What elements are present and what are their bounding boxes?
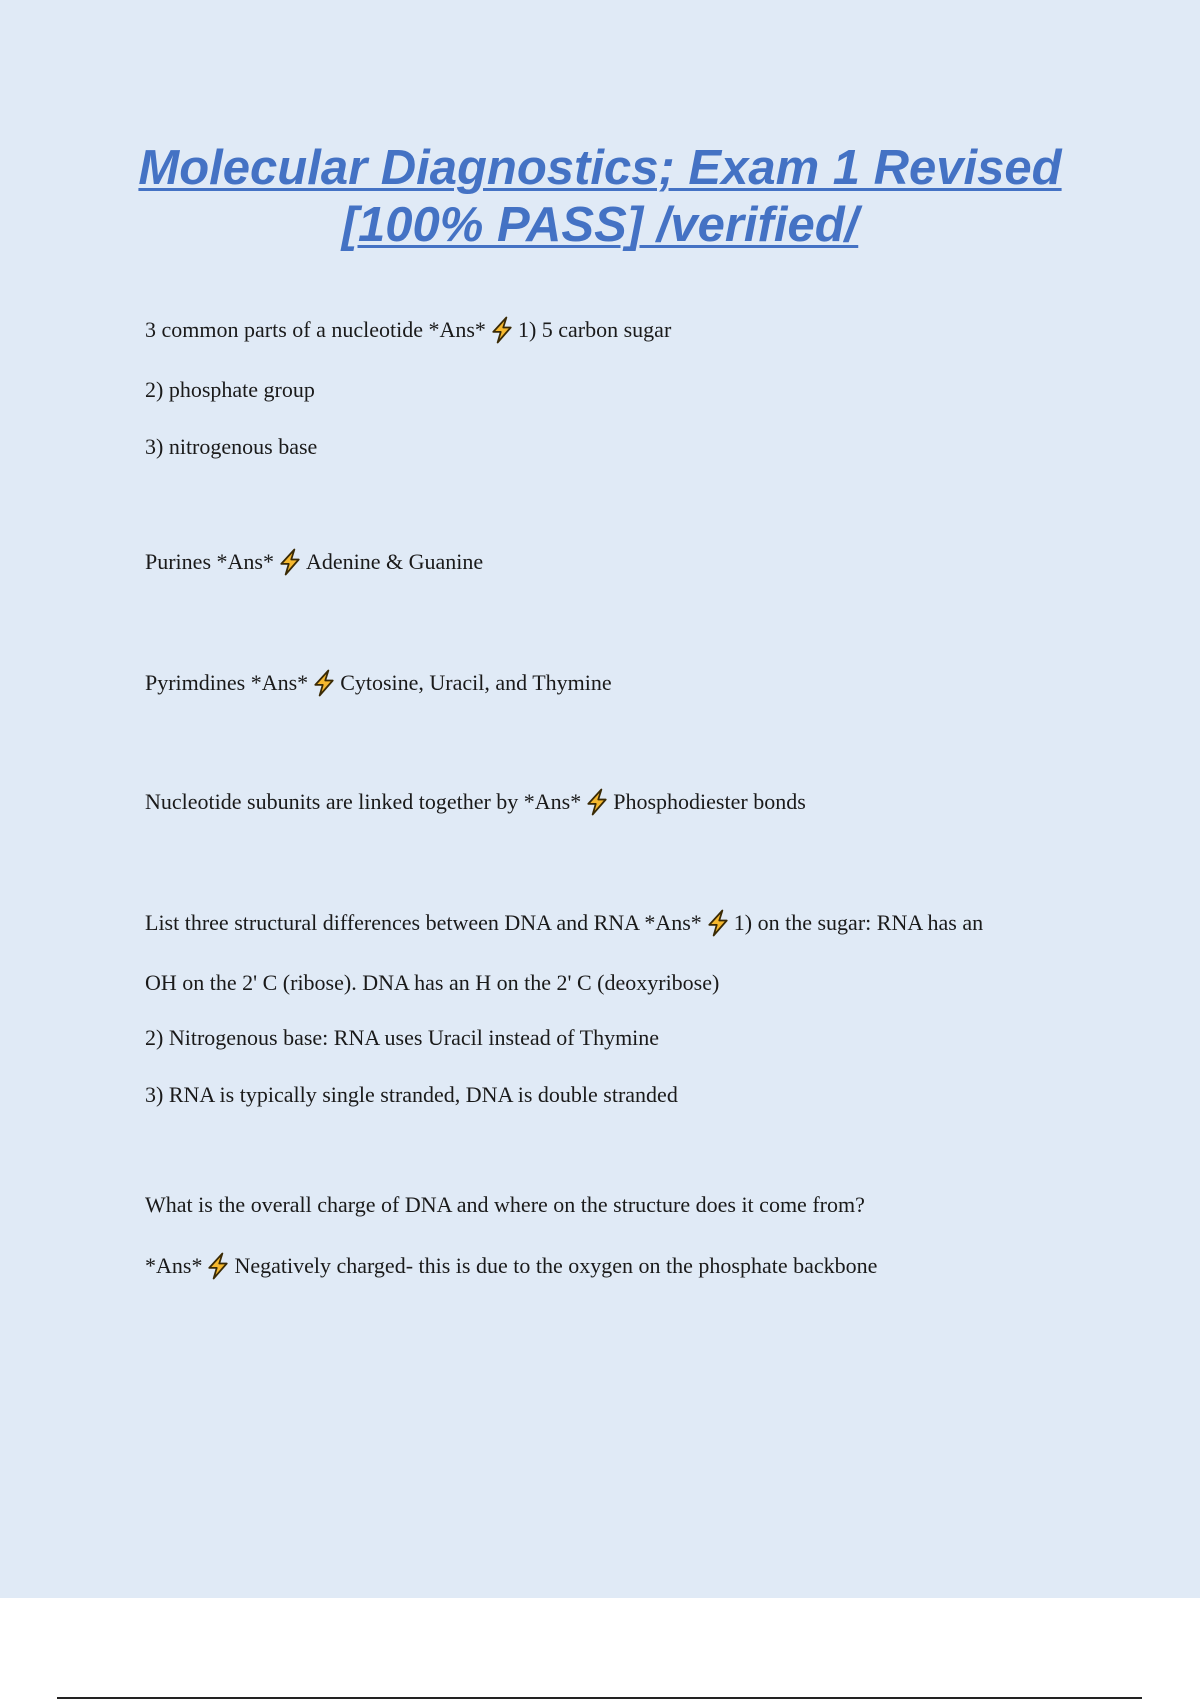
lightning-bolt-icon [275, 547, 305, 577]
answer-line: 2) phosphate group [145, 377, 315, 402]
qa-question-line [145, 668, 1105, 698]
qa-question-line [145, 547, 1105, 577]
answer-line: 3) RNA is typically single stranded, DNA is double stranded [145, 1082, 678, 1107]
answer-line: OH on the 2' C (ribose). DNA has an H on the 2' C (deoxyribose) [145, 970, 720, 995]
ans-marker: *Ans* [250, 670, 309, 695]
answer-text: Phosphodiester bonds [613, 789, 806, 814]
lightning-bolt-icon [703, 908, 733, 938]
qa-question-line [145, 908, 1105, 938]
lightning-bolt-icon [309, 668, 339, 698]
question-text: 3 common parts of a nucleotide [145, 317, 429, 342]
ans-marker: *Ans* [523, 789, 582, 814]
lightning-bolt-icon [487, 315, 517, 345]
answer-text: 1) 5 carbon sugar [517, 317, 672, 342]
title-line-1: Molecular Diagnostics; Exam 1 Revised [138, 141, 1062, 195]
ans-marker: *Ans* [644, 910, 702, 935]
answer-text: Adenine & Guanine [305, 549, 484, 574]
question-text: Pyrimdines [145, 670, 251, 695]
answer-line: 2) Nitrogenous base: RNA uses Uracil instead of Thymine [145, 1025, 660, 1050]
document-title [100, 140, 1100, 254]
qa-question-line: What is the overall charge of DNA and where on the structure does it come from? [145, 1192, 865, 1217]
ans-marker: *Ans* [216, 549, 274, 574]
ans-marker: *Ans* [428, 317, 486, 342]
lightning-bolt-icon [582, 787, 612, 817]
ans-marker: *Ans* [145, 1253, 203, 1278]
answer-text: Cytosine, Uracil, and Thymine [340, 670, 612, 695]
qa-question-line [145, 787, 1105, 817]
answer-text: Negatively charged- this is due to the oxygen on the phosphate backbone [234, 1253, 878, 1278]
footer-rule [57, 1697, 1142, 1699]
qa-question-line [145, 315, 1105, 345]
answer-text: 1) on the sugar: RNA has an [733, 910, 984, 935]
answer-line: 3) nitrogenous base [145, 434, 318, 459]
lightning-bolt-icon [203, 1251, 233, 1281]
question-text: Nucleotide subunits are linked together by [145, 789, 524, 814]
question-text: Purines [145, 549, 217, 574]
qa-answer-line [145, 1251, 1105, 1281]
title-line-2: [100% PASS] /verified/ [341, 198, 859, 252]
question-text: List three structural differences between DNA and RNA [145, 910, 645, 935]
